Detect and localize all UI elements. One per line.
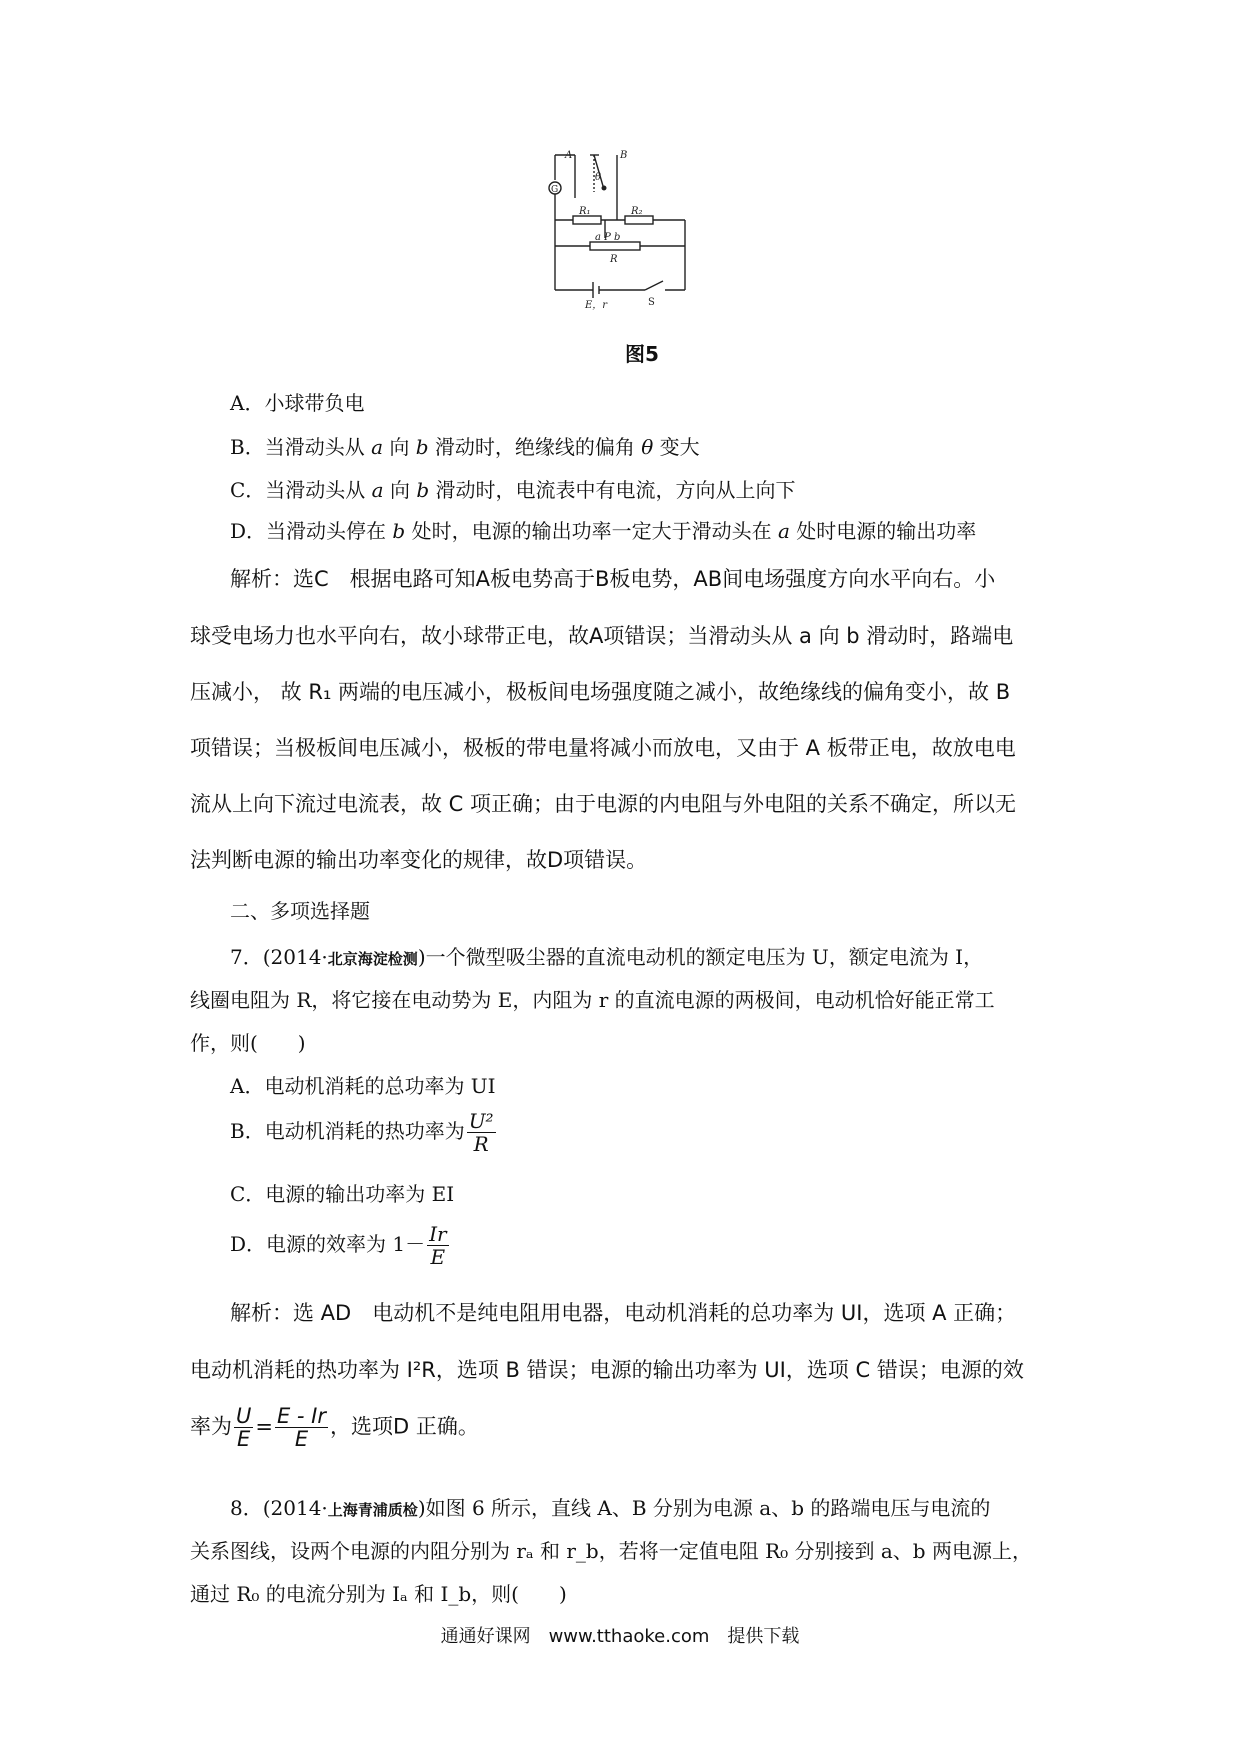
label-battery: E，r bbox=[585, 300, 608, 311]
q7-stem-line-1: 7．(2014·北京海淀检测)一个微型吸尘器的直流电动机的额定电压为 U，额定电流为 I， bbox=[230, 945, 984, 969]
q7-solution-line-2: 电动机消耗的热功率为 I²R，选项 B 错误；电源的输出功率为 UI，选项 C 错误；电源的效 bbox=[190, 1358, 1024, 1382]
q8-stem-line-1: 8．(2014·上海青浦质检)如图 6 所示，直线 A、B 分别为电源 a、b 的路端电压与电流的 bbox=[230, 1496, 991, 1520]
circuit-figure-5 bbox=[545, 150, 745, 315]
q6-solution-line-2: 球受电场力也水平向右，故小球带正电，故A项错误；当滑动头从 a 向 b 滑动时，路端电 bbox=[190, 624, 1014, 648]
q7-option-b: B．电动机消耗的热功率为 $\frac{\text{U²}}{R}$ bbox=[230, 1109, 494, 1156]
fraction-u2-over-r: $\frac{\text{U²}}{R}$ bbox=[468, 1109, 494, 1156]
q7-option-d: D．电源的效率为 1－ $\frac{Ir}{E}$ bbox=[230, 1222, 447, 1269]
label-r1: R₁ bbox=[579, 206, 591, 217]
label-apb: a P b bbox=[595, 232, 621, 243]
label-r: R bbox=[610, 254, 618, 265]
q7-stem-line-2: 线圈电阻为 R，将它接在电动势为 E，内阻为 r 的直流电源的两极间，电动机恰好能正常工 bbox=[190, 988, 995, 1012]
q6-option-d: D．当滑动头停在 b 处时，电源的输出功率一定大于滑动头在 a 处时电源的输出功率 bbox=[230, 519, 977, 543]
q8-stem-line-2: 关系图线，设两个电源的内阻分别为 rₐ 和 r_b，若将一定值电阻 R₀ 分别接到 a、b 两电源上， bbox=[190, 1539, 1032, 1563]
fraction-e-minus-ir-over-e: $\frac{E - Ir}{E}$ bbox=[276, 1404, 327, 1451]
label-plate-b: B bbox=[620, 150, 628, 161]
q6-solution-line-6: 法判断电源的输出功率变化的规律，故D项错误。 bbox=[190, 848, 648, 872]
section-heading: 二、多项选择题 bbox=[230, 899, 370, 923]
q6-solution-line-1: 解析：选C 根据电路可知A板电势高于B板电势，AB间电场强度方向水平向右。小 bbox=[230, 567, 996, 591]
label-galvanometer: G bbox=[551, 185, 559, 195]
label-theta: θ bbox=[595, 172, 602, 183]
q7-solution-line-1: 解析：选 AD 电动机不是纯电阻用电器，电动机消耗的总功率为 UI，选项 A 正确； bbox=[230, 1301, 1017, 1325]
label-plate-a: A bbox=[565, 150, 573, 161]
q7-solution-line-3: 率为 $\frac{U}{E}$ = $\frac{E - Ir}{E}$ ，选项D 正确。 bbox=[190, 1404, 479, 1451]
label-switch: S bbox=[648, 297, 655, 308]
q6-option-a: A．小球带负电 bbox=[230, 391, 365, 415]
q7-source: 北京海淀检测 bbox=[327, 950, 418, 968]
q8-source: 上海青浦质检 bbox=[327, 1501, 418, 1519]
q6-solution-line-5: 流从上向下流过电流表，故 C 项正确；由于电源的内电阻与外电阻的关系不确定，所以无 bbox=[190, 792, 1017, 816]
q7-stem-line-3: 作，则( ) bbox=[190, 1031, 306, 1055]
q8-stem-line-3: 通过 R₀ 的电流分别为 Iₐ 和 I_b，则( ) bbox=[190, 1582, 567, 1606]
figure-caption: 图5 bbox=[625, 342, 659, 366]
fraction-u-over-e: $\frac{U}{E}$ bbox=[236, 1404, 252, 1451]
q6-solution-line-4: 项错误；当极板间电压减小，极板的带电量将减小而放电，又由于 A 板带正电，故放电电 bbox=[190, 736, 1016, 760]
q7-option-c: C．电源的输出功率为 EI bbox=[230, 1182, 455, 1206]
fraction-ir-over-e: $\frac{Ir}{E}$ bbox=[429, 1222, 447, 1269]
page-footer: 通通好课网 www.tthaoke.com 提供下载 bbox=[440, 1626, 800, 1647]
label-r2: R₂ bbox=[631, 206, 643, 217]
q6-option-b: B．当滑动头从 a 向 b 滑动时，绝缘线的偏角 θ 变大 bbox=[230, 435, 700, 459]
q7-option-a: A．电动机消耗的总功率为 UI bbox=[230, 1074, 496, 1098]
q6-option-c: C．当滑动头从 a 向 b 滑动时，电流表中有电流，方向从上向下 bbox=[230, 478, 796, 502]
q6-solution-line-3: 压减小， 故 R₁ 两端的电压减小，极板间电场强度随之减小，故绝缘线的偏角变小，故 B bbox=[190, 680, 1011, 704]
